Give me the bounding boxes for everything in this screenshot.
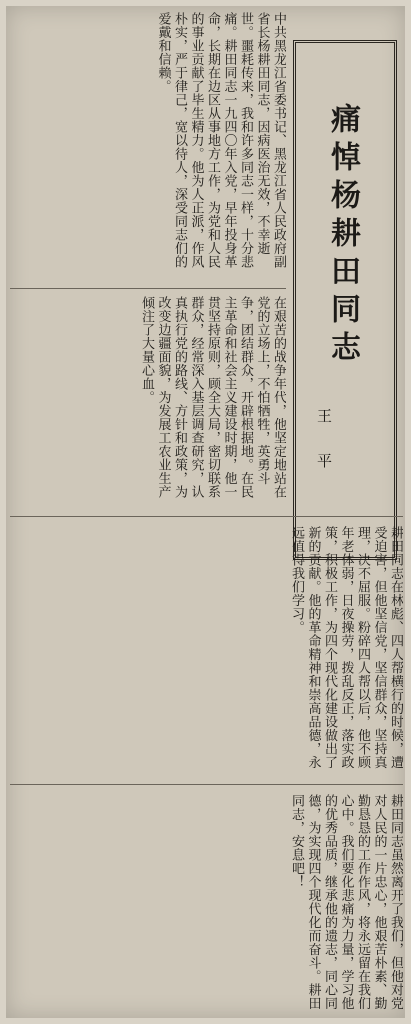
article-section-3: 耕田同志在林彪、四人帮横行的时候，遭受迫害，但他坚信党，坚信群众，坚持真理，决不屈服。粉碎四人帮以后，他不顾年老体弱，日夜操劳，拨乱反正，落实政策，积极工作，为四个现代化建设做出了新的贡献。他的革命精神和崇高品德，永远值得我们学习。 — [289, 526, 403, 769]
headline-box — [293, 40, 397, 560]
section-divider-3 — [10, 784, 403, 785]
newspaper-page — [6, 6, 405, 1018]
article-section-2: 在艰苦的战争年代，他坚定地站在党的立场上，不怕牺牲，英勇斗争，团结群众，开辟根据地。在民主革命和社会主义建设时期，他一贯坚持原则，顾全大局，密切联系群众，经常深入基层调查研究，认真执行党的路线、方针和政策，为改变边疆面貌，为发展工农业生产倾注了大量心血。 — [139, 296, 286, 499]
section-divider-1 — [10, 288, 286, 289]
article-title: 痛悼杨耕田同志 — [325, 103, 360, 369]
article-byline: 王 平 — [315, 408, 333, 474]
article-section-1: 中共黑龙江省委书记、黑龙江省人民政府副省长杨耕田同志，因病医治无效，不幸逝世。噩耗传来，我和许多同志一样，十分悲痛。耕田同志一九四〇年入党，早年投身革命，长期在边区从事地方工作，为党和人民的事业贡献了毕生精力。他为人正派，作风朴实，严于律己，宽以待人，深受同志们的爱戴和信赖。 — [155, 12, 286, 269]
section-divider-2 — [10, 516, 403, 517]
article-section-4: 耕田同志虽然离开了我们，但他对党对人民的一片忠心，他艰苦朴素、勤勤恳恳的工作作风，将永远留在我们心中。我们要化悲痛为力量，学习他的优秀品质，继承他的遗志，同心同德，为实现四个现代化而奋斗。耕田同志，安息吧！ — [289, 794, 403, 1010]
